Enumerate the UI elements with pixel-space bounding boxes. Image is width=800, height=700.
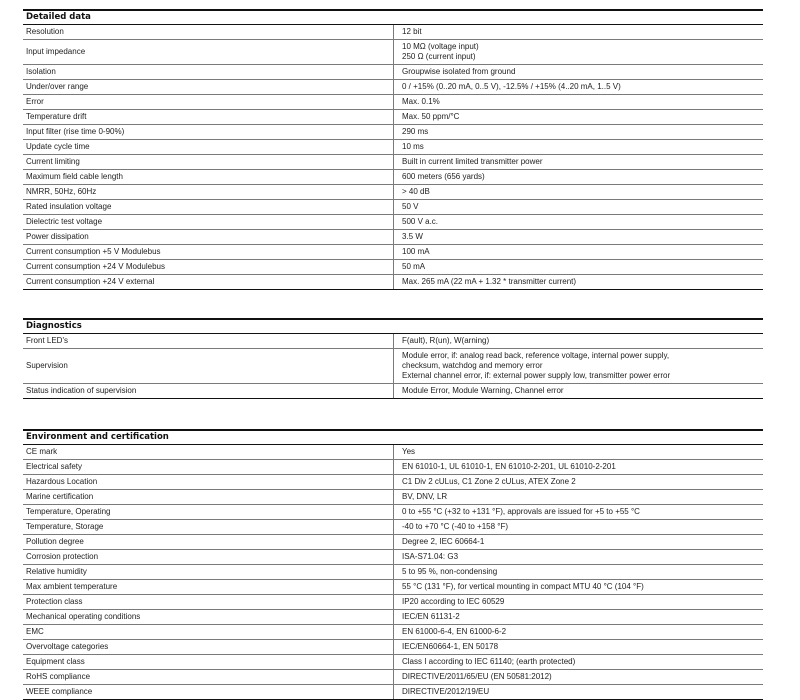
- row-label: Equipment class: [23, 655, 394, 670]
- table-row: [23, 110, 763, 125]
- row-value: [394, 170, 764, 185]
- value-line: 10 ms: [402, 142, 424, 151]
- table-row: [23, 230, 763, 245]
- row-value: [394, 580, 764, 595]
- row-label: EMC: [23, 625, 394, 640]
- value-line: 50 mA: [402, 262, 426, 271]
- table-row: [23, 520, 763, 535]
- row-label: Corrosion protection: [23, 550, 394, 565]
- row-label: Temperature, Operating: [23, 505, 394, 520]
- value-line: IEC/EN 61131-2: [402, 612, 460, 621]
- row-label: Rated insulation voltage: [23, 200, 394, 215]
- value-line: 55 °C (131 °F), for vertical mounting in compact MTU 40 °C (104 °F): [402, 582, 644, 591]
- row-label: Input impedance: [23, 40, 394, 65]
- value-line: Module Error, Module Warning, Channel error: [402, 386, 564, 395]
- row-value: [394, 655, 764, 670]
- row-value: [394, 670, 764, 685]
- value-line: Yes: [402, 447, 416, 456]
- row-value: [394, 25, 764, 40]
- row-label: Protection class: [23, 595, 394, 610]
- row-value: [394, 505, 764, 520]
- row-label: Isolation: [23, 65, 394, 80]
- row-label: Temperature drift: [23, 110, 394, 125]
- table-row: [23, 245, 763, 260]
- table-row: [23, 640, 763, 655]
- row-label: Mechanical operating conditions: [23, 610, 394, 625]
- row-label: Marine certification: [23, 490, 394, 505]
- value-line: 0 to +55 °C (+32 to +131 °F), approvals are issued for +5 to +55 °C: [402, 507, 640, 516]
- table-row: [23, 260, 763, 275]
- value-line: BV, DNV, LR: [402, 492, 448, 501]
- value-line: Built in current limited transmitter power: [402, 157, 543, 166]
- row-value: [394, 140, 764, 155]
- row-label: Hazardous Location: [23, 475, 394, 490]
- row-label: NMRR, 50Hz, 60Hz: [23, 185, 394, 200]
- value-line: Module error, if: analog read back, reference voltage, internal power supply,: [402, 351, 670, 360]
- table-row: [23, 215, 763, 230]
- row-label: Current limiting: [23, 155, 394, 170]
- row-label: Relative humidity: [23, 565, 394, 580]
- table-row: [23, 580, 763, 595]
- value-line: Class I according to IEC 61140; (earth protected): [402, 657, 576, 666]
- row-value: [394, 475, 764, 490]
- section-title: Detailed data: [23, 9, 763, 25]
- row-label: Input filter (rise time 0-90%): [23, 125, 394, 140]
- table-row: [23, 200, 763, 215]
- value-line: IP20 according to IEC 60529: [402, 597, 505, 606]
- table-row: [23, 475, 763, 490]
- table-row: [23, 140, 763, 155]
- value-line: C1 Div 2 cULus, C1 Zone 2 cULus, ATEX Zone 2: [402, 477, 576, 486]
- row-value: [394, 595, 764, 610]
- row-label: Update cycle time: [23, 140, 394, 155]
- environment-certification-section: [23, 429, 763, 700]
- row-label: Supervision: [23, 349, 394, 384]
- value-line: 250 Ω (current input): [402, 52, 476, 61]
- value-line: 12 bit: [402, 27, 422, 36]
- value-line: External channel error, if: external power supply low, transmitter power error: [402, 371, 671, 380]
- table-row: [23, 535, 763, 550]
- row-label: RoHS compliance: [23, 670, 394, 685]
- value-line: 100 mA: [402, 247, 430, 256]
- value-line: ISA-S71.04: G3: [402, 552, 459, 561]
- table-row: [23, 275, 763, 290]
- row-label: Overvoltage categories: [23, 640, 394, 655]
- value-line: EN 61010-1, UL 61010-1, EN 61010-2-201, UL 61010-2-201: [402, 462, 616, 471]
- row-value: [394, 460, 764, 475]
- row-value: [394, 260, 764, 275]
- row-value: [394, 155, 764, 170]
- value-line: 3.5 W: [402, 232, 423, 241]
- spec-table: [23, 25, 763, 290]
- row-value: [394, 520, 764, 535]
- table-row: [23, 65, 763, 80]
- value-line: 10 MΩ (voltage input): [402, 42, 479, 51]
- value-line: -40 to +70 °C (-40 to +158 °F): [402, 522, 509, 531]
- row-value: [394, 95, 764, 110]
- table-row: [23, 685, 763, 700]
- row-label: Max ambient temperature: [23, 580, 394, 595]
- row-label: Temperature, Storage: [23, 520, 394, 535]
- table-row: [23, 80, 763, 95]
- row-label: Error: [23, 95, 394, 110]
- row-label: Resolution: [23, 25, 394, 40]
- value-line: IEC/EN60664-1, EN 50178: [402, 642, 499, 651]
- value-line: 5 to 95 %, non-condensing: [402, 567, 498, 576]
- row-value: [394, 65, 764, 80]
- table-row: [23, 670, 763, 685]
- value-line: DIRECTIVE/2011/65/EU (EN 50581:2012): [402, 672, 552, 681]
- table-row: [23, 185, 763, 200]
- value-line: F(ault), R(un), W(arning): [402, 336, 490, 345]
- value-line: 500 V a.c.: [402, 217, 439, 226]
- row-label: Pollution degree: [23, 535, 394, 550]
- row-label: Under/over range: [23, 80, 394, 95]
- table-row: [23, 95, 763, 110]
- value-line: checksum, watchdog and memory error: [402, 361, 543, 370]
- row-value: [394, 550, 764, 565]
- row-label: Power dissipation: [23, 230, 394, 245]
- table-row: [23, 445, 763, 460]
- value-line: EN 61000-6-4, EN 61000-6-2: [402, 627, 507, 636]
- row-label: WEEE compliance: [23, 685, 394, 700]
- row-label: Front LED's: [23, 334, 394, 349]
- spec-table: [23, 445, 763, 700]
- diagnostics-section: [23, 318, 763, 399]
- row-label: Status indication of supervision: [23, 384, 394, 399]
- row-value: [394, 40, 764, 65]
- table-row: [23, 565, 763, 580]
- table-row: [23, 505, 763, 520]
- value-line: Max. 0.1%: [402, 97, 440, 106]
- table-row: [23, 625, 763, 640]
- table-row: [23, 550, 763, 565]
- row-label: Current consumption +24 V external: [23, 275, 394, 290]
- table-row: [23, 155, 763, 170]
- table-row: [23, 334, 763, 349]
- row-value: [394, 535, 764, 550]
- table-row: [23, 125, 763, 140]
- row-value: [394, 80, 764, 95]
- section-title: Diagnostics: [23, 318, 763, 334]
- row-label: Current consumption +5 V Modulebus: [23, 245, 394, 260]
- row-value: [394, 215, 764, 230]
- row-value: [394, 685, 764, 700]
- table-row: [23, 40, 763, 65]
- row-value: [394, 110, 764, 125]
- row-value: [394, 610, 764, 625]
- table-row: [23, 595, 763, 610]
- row-value: [394, 490, 764, 505]
- value-line: Max. 265 mA (22 mA + 1.32 * transmitter current): [402, 277, 577, 286]
- table-row: [23, 384, 763, 399]
- value-line: Degree 2, IEC 60664-1: [402, 537, 485, 546]
- table-row: [23, 655, 763, 670]
- row-value: [394, 334, 764, 349]
- section-title: Environment and certification: [23, 429, 763, 445]
- row-value: [394, 125, 764, 140]
- table-row: [23, 349, 763, 384]
- table-row: [23, 610, 763, 625]
- value-line: > 40 dB: [402, 187, 430, 196]
- row-value: [394, 200, 764, 215]
- row-value: [394, 275, 764, 290]
- row-label: Electrical safety: [23, 460, 394, 475]
- row-value: [394, 349, 764, 384]
- row-value: [394, 625, 764, 640]
- row-value: [394, 384, 764, 399]
- row-label: Current consumption +24 V Modulebus: [23, 260, 394, 275]
- row-label: Maximum field cable length: [23, 170, 394, 185]
- table-row: [23, 490, 763, 505]
- row-value: [394, 445, 764, 460]
- table-row: [23, 460, 763, 475]
- value-line: 290 ms: [402, 127, 429, 136]
- value-line: Max. 50 ppm/°C: [402, 112, 460, 121]
- row-label: CE mark: [23, 445, 394, 460]
- row-value: [394, 230, 764, 245]
- row-value: [394, 185, 764, 200]
- row-value: [394, 640, 764, 655]
- value-line: 0 / +15% (0..20 mA, 0..5 V), -12.5% / +15% (4..20 mA, 1..5 V): [402, 82, 621, 91]
- value-line: Groupwise isolated from ground: [402, 67, 516, 76]
- value-line: 50 V: [402, 202, 419, 211]
- value-line: DIRECTIVE/2012/19/EU: [402, 687, 490, 696]
- row-value: [394, 245, 764, 260]
- table-row: [23, 25, 763, 40]
- value-line: 600 meters (656 yards): [402, 172, 485, 181]
- row-label: Dielectric test voltage: [23, 215, 394, 230]
- detailed-data-section: [23, 9, 763, 290]
- row-value: [394, 565, 764, 580]
- spec-table: [23, 334, 763, 399]
- table-row: [23, 170, 763, 185]
